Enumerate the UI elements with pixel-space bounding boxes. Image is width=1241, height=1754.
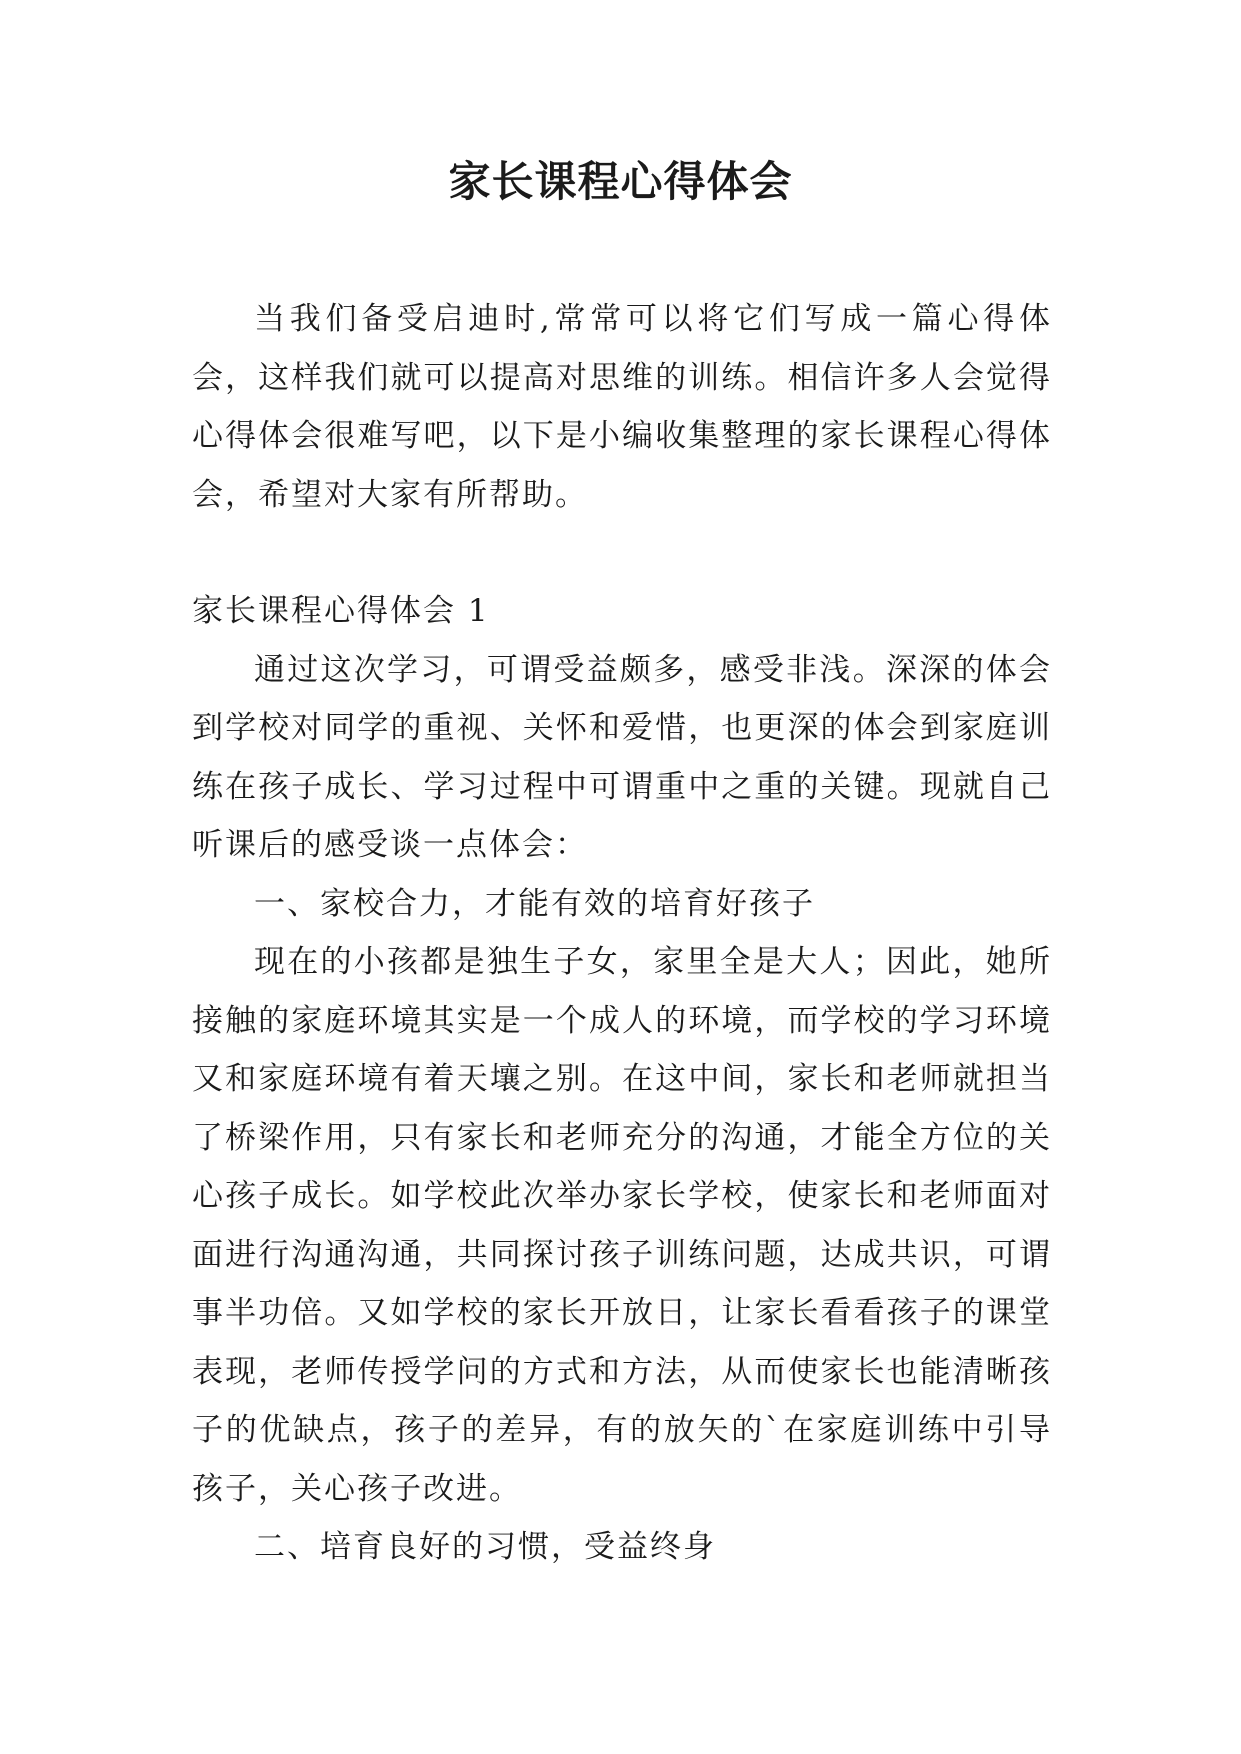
- document-title: 家长课程心得体会: [448, 157, 793, 206]
- intro-paragraph: 当我们备受启迪时,常常可以将它们写成一篇心得体会，这样我们就可以提高对思维的训练。相信许多人会觉得心得体会很难写吧，以下是小编收集整理的家长课程心得体会，希望对大家有所帮助。: [192, 301, 1052, 513]
- body-paragraph: 现在的小孩都是独生子女，家里全是大人；因此，她所接触的家庭环境其实是一个成人的环境，而学校的学习环境又和家庭环境有着天壤之别。在这中间，家长和老师就担当了桥梁作用，只有家长和老师充分的沟通，才能全方位的关心孩子成长。如学校此次举办家长学校，使家长和老师面对面进行沟通沟通，共同探讨孩子训练问题，达成共识，可谓事半功倍。又如学校的家长开放日，让家长看看孩子的课堂表现，老师传授学问的方式和方法，从而使家长也能清晰孩子的优缺点，孩子的差异，有的放矢的`在家庭训练中引导孩子，关心孩子改进。: [192, 944, 1052, 1507]
- body-paragraph: 通过这次学习，可谓受益颇多，感受非浅。深深的体会到学校对同学的重视、关怀和爱惜，也更深的体会到家庭训练在孩子成长、学习过程中可谓重中之重的关键。现就自己听课后的感受谈一点体会：: [192, 651, 1052, 863]
- spacer: [192, 524, 1052, 582]
- subheading-paragraph: 二、培育良好的习惯，受益终身: [254, 1529, 716, 1565]
- document-body: [192, 290, 1052, 1577]
- subheading-paragraph: 一、家校合力，才能有效的培育好孩子: [254, 885, 815, 922]
- section-heading: 家长课程心得体会 1: [192, 593, 490, 629]
